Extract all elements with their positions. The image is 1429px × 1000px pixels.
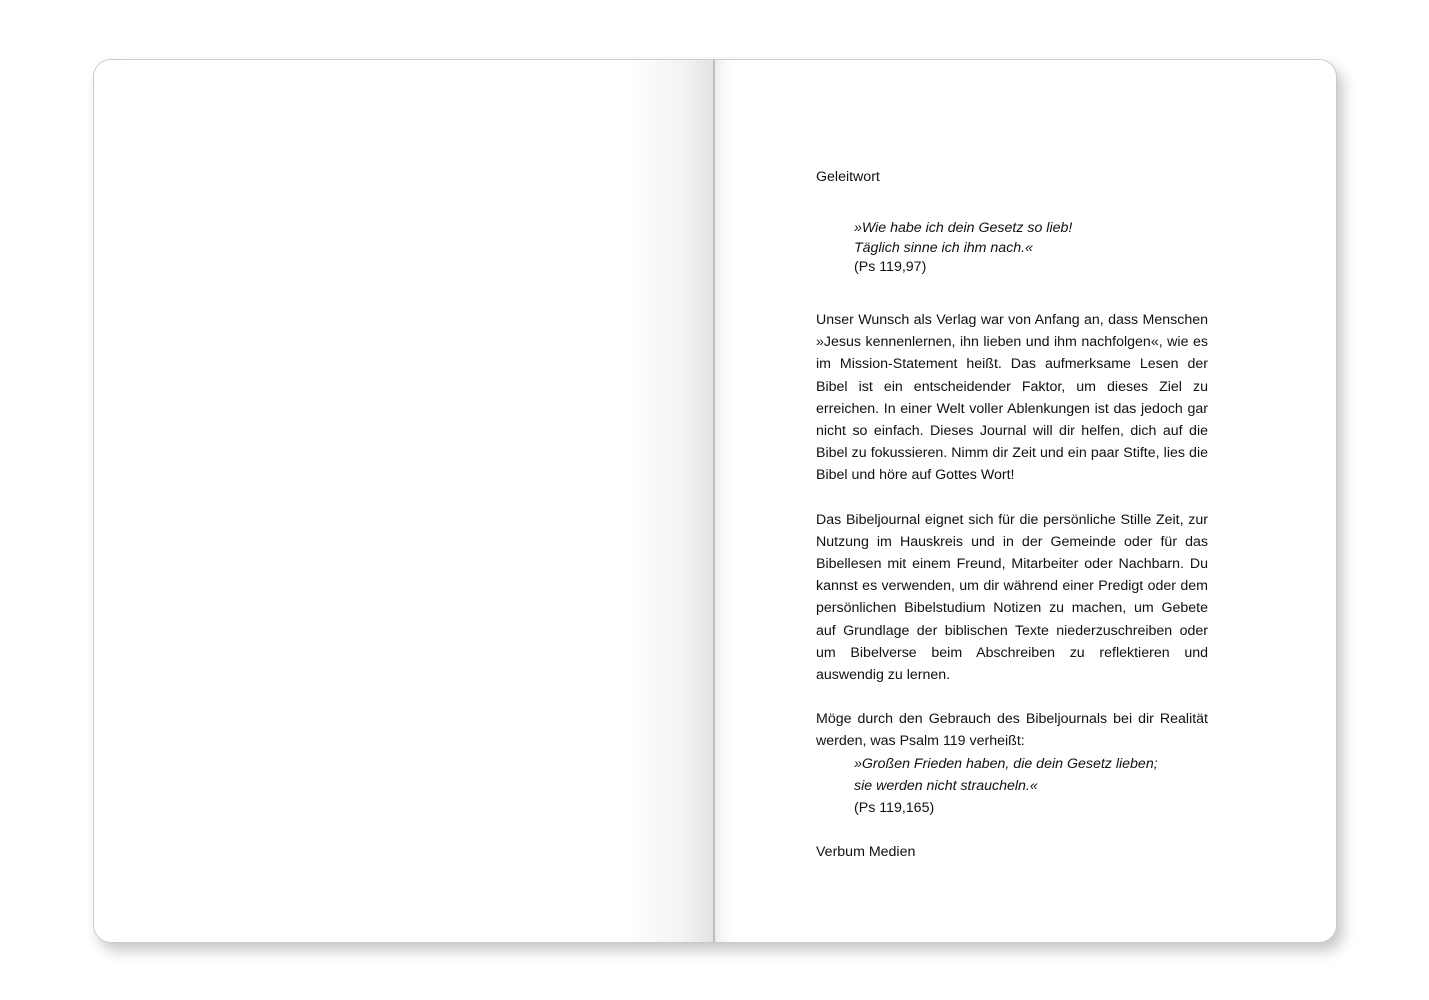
opening-quote-reference: (Ps 119,97) xyxy=(854,259,927,276)
book-spread xyxy=(93,59,1337,943)
right-page xyxy=(715,60,1336,942)
closing-quote xyxy=(854,753,1208,820)
page-content xyxy=(816,166,1208,863)
closing-quote-line-1: »Großen Frieden haben, die dein Gesetz lieben; xyxy=(854,755,1158,772)
opening-quote-line-2: Täglich sinne ich ihm nach.« xyxy=(854,239,1034,256)
page-heading: Geleitwort xyxy=(816,169,880,185)
opening-quote-line-1: »Wie habe ich dein Gesetz so lieb! xyxy=(854,220,1073,237)
paragraph-3: Möge durch den Gebrauch des Bibeljournals bei dir Realität werden, was Psalm 119 verheißt: xyxy=(816,711,1208,750)
paragraph-2: Das Bibeljournal eignet sich für die persönliche Stille Zeit, zur Nutzung im Hauskreis und in der Gemeinde oder für das Bibellesen mit einem Freund, Mitarbeiter oder Nachbarn. Du kannst es verwenden, um dir während einer Predigt oder dem persönlichen Bibelstudium Notizen zu machen, um Gebete auf Grundlage der biblischen Texte niederzuschreiben oder um Bibelverse beim Abschreiben zu reflektieren und auswendig zu lernen. xyxy=(816,511,1208,684)
closing-quote-line-2: sie werden nicht straucheln.« xyxy=(854,777,1038,794)
signature: Verbum Medien xyxy=(816,844,916,861)
closing-quote-reference: (Ps 119,165) xyxy=(854,800,935,817)
paragraph-1: Unser Wunsch als Verlag war von Anfang an, dass Menschen »Jesus kennenlernen, ihn lieben und ihm nachfolgen«, wie es im Mission-Statement heißt. Das aufmerksame Lesen der Bibel ist ein entscheidender Faktor, um dieses Ziel zu erreichen. In einer Welt voller Ablenkungen ist das jedoch gar nicht so einfach. Dieses Journal will dir helfen, dich auf die Bibel zu fokussieren. Nimm dir Zeit und ein paar Stifte, lies die Bibel und höre auf Gottes Wort! xyxy=(816,311,1208,484)
opening-quote xyxy=(854,219,1208,278)
left-page-blank xyxy=(94,60,714,942)
